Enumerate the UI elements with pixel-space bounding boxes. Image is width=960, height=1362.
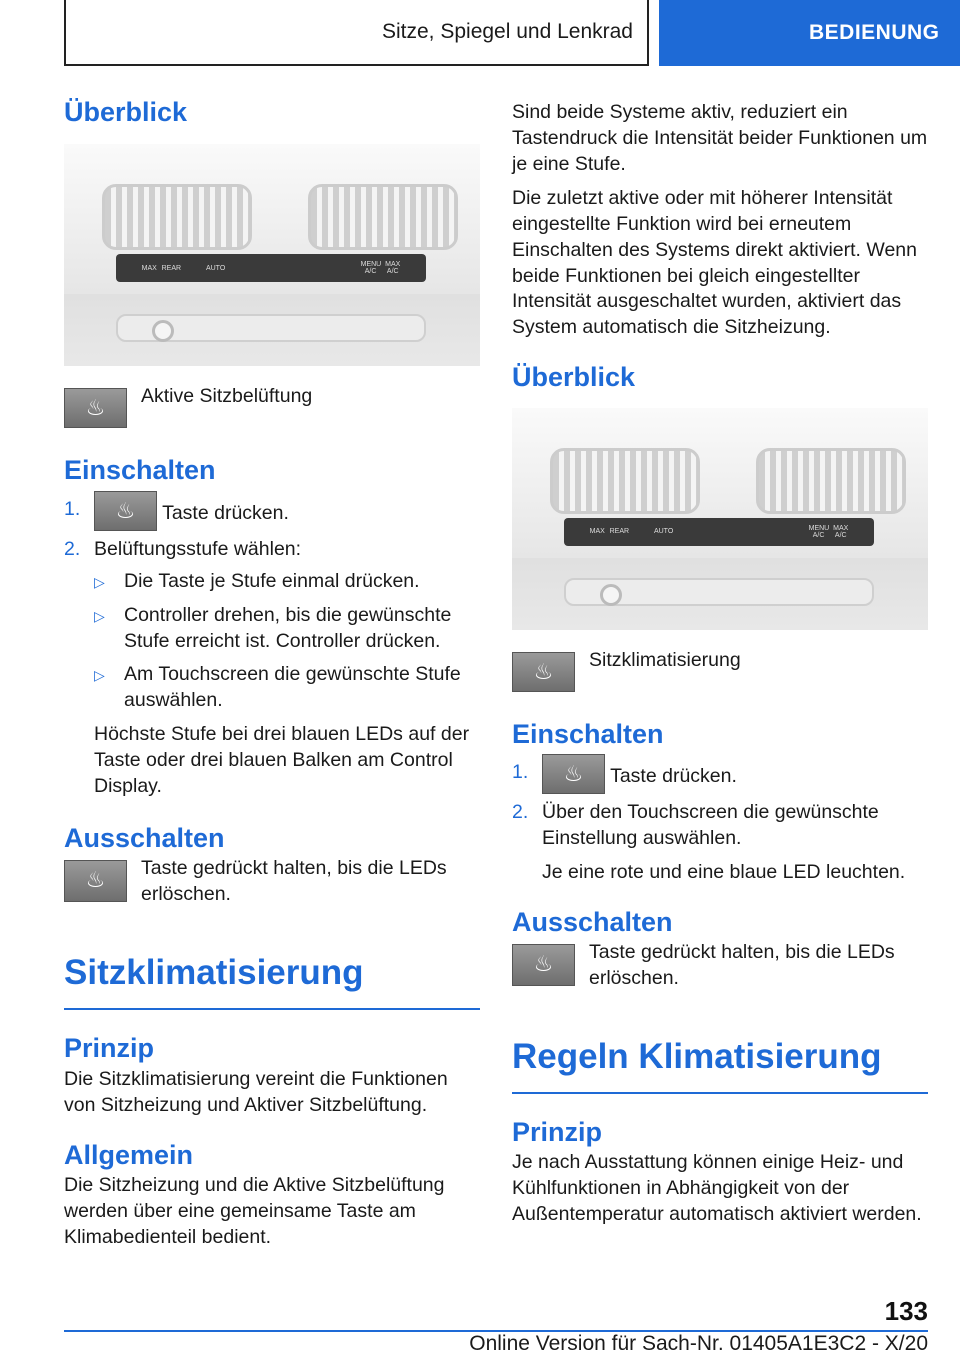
left-column: Überblick MAX REAR AUTO MENU A/C MAX A/C ♨ Aktive Sitzbelüftung Einschalten 1. ♨ Taste drücken. 2. Belüftungsstufe wählen: ▷ Die Taste je Stufe einmal drücken. ▷ Controller drehen, bis die gewünschte Stufe erreicht ist. Controller drücken. ▷ Am Touchscreen die gewünschte Stufe auswählen. Höchste Stufe bei drei blauen LEDs auf der Taste oder drei blauen Balken am Control Display. Ausschalten ♨ Taste gedrückt halten, bis die LEDs erlöschen. Sitzklimatisierung Prinzip Die Sitzklimatisierung vereint die Funktionen von Sitzheizung und Aktiver Sitzbelüftung. Allgemein Die Sitzheizung und die Aktive Sitzbelüftung werden über eine gemeinsame Taste am Klimabedienteil bedient.	[64, 96, 480, 1251]
list-item: 1. ♨ Taste drücken.	[512, 760, 928, 794]
list-item: 1. ♨ Taste drücken.	[64, 497, 480, 531]
page-number: 133	[884, 1296, 928, 1326]
off-row: ♨ Taste gedrückt halten, bis die LEDs erlöschen.	[512, 940, 928, 992]
heading-on: Einschalten	[64, 455, 216, 486]
climate-panel: MAX REAR AUTO MENU A/C MAX A/C	[116, 254, 426, 282]
heading-regeln-klimatisierung: Regeln Klimatisierung	[512, 1036, 928, 1094]
seat-climate-icon: ♨	[512, 652, 575, 692]
dashboard-photo	[64, 144, 480, 366]
heading-off: Ausschalten	[64, 823, 225, 854]
list-item: 2. Über den Touchscreen die gewünschte Einstellung auswählen. Je eine rote und eine blaue LED leuchten.	[512, 800, 928, 886]
right-column: Sind beide Systeme aktiv, reduziert ein Tastendruck die Intensität beider Funktionen um je eine Stufe. Die zuletzt aktive oder mit höherer Intensität eingestellte Funktion wird bei erneutem Einschalten des Systems direkt aktiviert. Wenn beide Funktionen bei gleich eingestellter Intensität ausgeschaltet wurden, aktiviert das System automatisch die Sitzheizung. Überblick MAX REAR AUTO MENU A/C MAX A/C ♨ Sitzklimatisierung Einschalten 1. ♨ Taste drücken. 2. Über den Touchscreen die gewünschte Einstellung auswählen. Je eine rote und eine blaue LED leuchten. Ausschalten ♨ Taste gedrückt halten, bis die LEDs erlöschen. Regeln Klimatisierung Prinzip Je nach Ausstattung können einige Heiz- und Kühlfunktionen in Abhängigkeit von der Außentemperatur automatisch aktiviert werden.	[512, 101, 928, 1226]
heading-sitzklimatisierung: Sitzklimatisierung	[64, 952, 480, 1010]
heading-overview: Überblick	[64, 97, 188, 127]
page-header	[0, 0, 960, 66]
list-item: 2. Belüftungsstufe wählen: ▷ Die Taste je Stufe einmal drücken. ▷ Controller drehen, bis die gewünschte Stufe erreicht ist. Controller drücken. ▷ Am Touchscreen die gewünschte Stufe auswählen. Höchste Stufe bei drei blauen LEDs auf der Taste oder drei blauen Balken am Control Display.	[64, 537, 480, 800]
heading-principle: Prinzip	[512, 1117, 603, 1148]
seat-ventilation-icon: ♨	[94, 491, 157, 531]
heading-off: Ausschalten	[512, 906, 673, 937]
seat-ventilation-icon: ♨	[64, 388, 127, 428]
heading-general: Allgemein	[64, 1139, 194, 1170]
seat-climate-icon: ♨	[512, 944, 575, 986]
caption-row	[64, 384, 480, 428]
dashboard-photo	[512, 408, 928, 630]
list-item: ▷ Controller drehen, bis die gewünschte Stufe erreicht ist. Controller drücken.	[94, 603, 452, 652]
photo-caption: Sitzklimatisierung	[589, 648, 741, 671]
on-steps	[512, 760, 928, 886]
section-title: Sitze, Spiegel und Lenkrad	[64, 0, 649, 66]
seat-climate-icon: ♨	[542, 754, 605, 794]
footer-text: Online Version für Sach-Nr. 01405A1E3C2 - X/20	[469, 1332, 928, 1355]
on-steps	[64, 497, 480, 800]
chapter-tab: BEDIENUNG	[659, 0, 960, 66]
off-row: ♨ Taste gedrückt halten, bis die LEDs erlöschen.	[64, 856, 480, 908]
climate-panel: MAX REAR AUTO MENU A/C MAX A/C	[564, 518, 874, 546]
heading-on: Einschalten	[512, 718, 664, 749]
list-item: ▷ Am Touchscreen die gewünschte Stufe auswählen.	[94, 663, 461, 712]
list-item: ▷ Die Taste je Stufe einmal drücken.	[94, 569, 420, 592]
note-text: Je eine rote und eine blaue LED leuchten.	[542, 860, 906, 883]
caption-row	[512, 648, 928, 692]
seat-ventilation-icon: ♨	[64, 860, 127, 902]
photo-caption: Aktive Sitzbelüftung	[141, 385, 313, 408]
note-text: Höchste Stufe bei drei blauen LEDs auf der Taste oder drei blauen Balken am Control Display.	[94, 723, 470, 798]
heading-principle: Prinzip	[64, 1033, 155, 1064]
heading-overview: Überblick	[512, 362, 636, 393]
